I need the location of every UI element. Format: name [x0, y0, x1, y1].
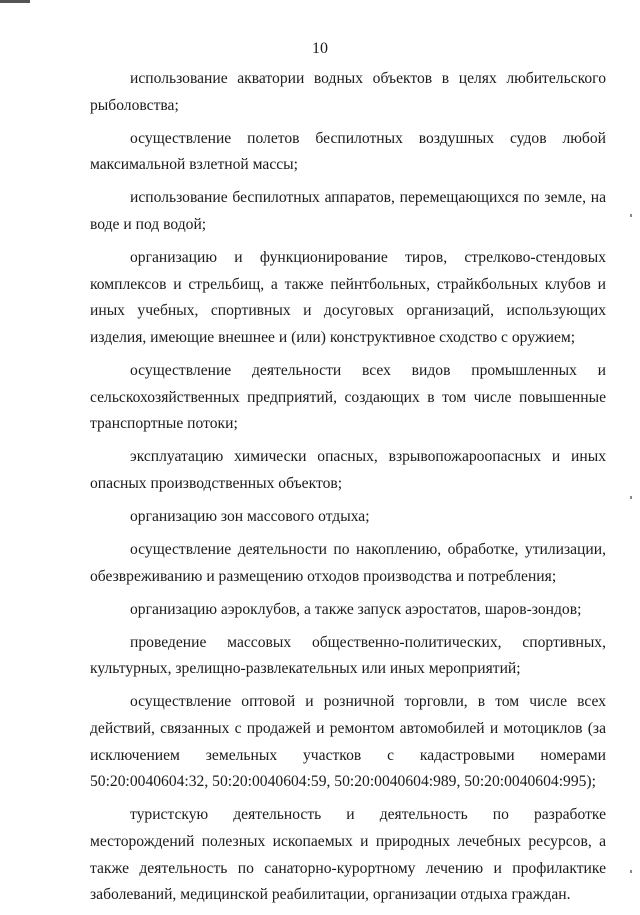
paragraph: осуществление деятельности по накоплению, обработке, утилизации, обезвреживанию и размещению отходов производства и потребления; — [90, 541, 606, 585]
paragraph: проведение массовых общественно-политических, спортивных, культурных, зрелищно-развлекательных или иных мероприятий; — [90, 633, 606, 678]
paragraph: организацию зон массового отдыха; — [130, 507, 370, 525]
scan-corner-mark — [0, 0, 30, 3]
paragraph: осуществление оптовой и розничной торговли, в том числе всех действий, связанных с продажей и ремонтом автомобилей и мотоциклов (за исключением земельных участков с кадастровыми номерами 50:20:0040604:32, 50:20:0040604:59, 50:20:0040604:989, 50:20:0040604:995); — [90, 693, 606, 791]
paragraph: использование беспилотных аппаратов, перемещающихся по земле, на воде и под водой; — [90, 189, 606, 233]
page-number: 10 — [312, 40, 328, 57]
document-body — [90, 66, 606, 915]
paragraph: осуществление деятельности всех видов промышленных и сельскохозяйственных предприятий, создающих в том числе повышенные транспортные потоки; — [90, 361, 606, 433]
paragraph: использование акватории водных объектов в целях любительского рыболовства; — [90, 70, 606, 114]
paragraph: туристскую деятельность и деятельность по разработке месторождений полезных ископаемых и природных лечебных ресурсов, а также деятельность по санаторно-курортному лечению и профилактике заболеваний, медицинской реабилитации, организации отдыха граждан. — [90, 806, 606, 904]
paragraph: эксплуатацию химически опасных, взрывопожароопасных и иных опасных производственных объектов; — [90, 448, 606, 492]
scan-edge-mark — [630, 214, 632, 217]
paragraph: организацию аэроклубов, а также запуск аэростатов, шаров-зондов; — [130, 600, 582, 618]
scan-edge-mark — [630, 496, 632, 499]
paragraph: организацию и функционирование тиров, стрелково-стендовых комплексов и стрельбищ, а также пейнтбольных, страйкбольных клубов и иных учебных, спортивных и досуговых организаций, использующих изделия, имеющие внешнее и (или) конструктивное сходство с оружием; — [90, 249, 606, 346]
scan-edge-mark — [630, 870, 632, 873]
paragraph: осуществление полетов беспилотных воздушных судов любой максимальной взлетной массы; — [90, 129, 606, 174]
